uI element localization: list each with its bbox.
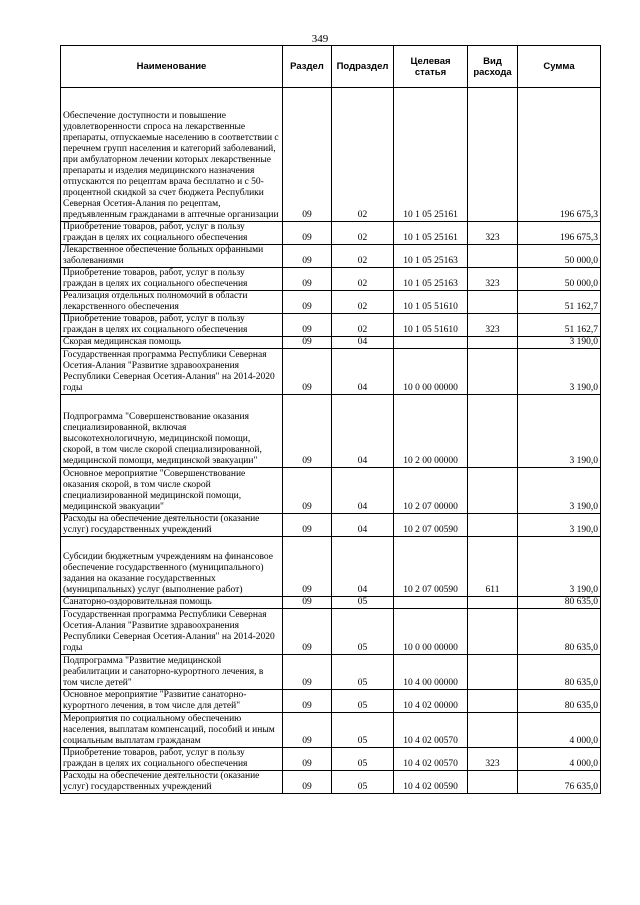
table-row [61,514,601,537]
row-section: 09 [283,514,332,537]
row-target: 10 4 02 00570 [394,748,468,771]
table-row [61,268,601,291]
page-number: 349 [311,33,329,45]
row-name: Санаторно-оздоровительная помощь [61,597,283,609]
row-amount: 50 000,0 [518,268,601,291]
row-section: 09 [283,655,332,690]
table-row [61,748,601,771]
row-expense-type [468,514,518,537]
row-subsection: 05 [332,690,394,713]
row-subsection: 04 [332,468,394,514]
row-name: Подпрограмма "Развитие медицинской реабилитации и санаторно-курортного лечения, в том числе детей" [61,655,283,690]
row-expense-type [468,291,518,314]
row-name: Расходы на обеспечение деятельности (оказание услуг) государственных учреждений [61,514,283,537]
row-name: Реализация отдельных полномочий в области лекарственного обеспечения [61,291,283,314]
row-target: 10 2 00 00000 [394,395,468,468]
row-expense-type [468,337,518,349]
row-expense-type [468,690,518,713]
row-name: Скорая медицинская помощь [61,337,283,349]
row-name: Основное мероприятие "Развитие санаторно-курортного лечения, в том числе для детей" [61,690,283,713]
row-expense-type [468,349,518,395]
row-amount: 3 190,0 [518,337,601,349]
row-subsection: 02 [332,291,394,314]
row-expense-type: 611 [468,537,518,597]
row-expense-type [468,609,518,655]
table-row [61,537,601,597]
row-amount: 80 635,0 [518,690,601,713]
row-section: 09 [283,468,332,514]
row-subsection: 02 [332,245,394,268]
table-header-row [61,46,601,88]
header-subsection: Подраздел [332,46,394,88]
row-expense-type [468,655,518,690]
row-amount: 80 635,0 [518,597,601,609]
header-expense-type: Вид расхода [468,46,518,88]
row-amount: 51 162,7 [518,314,601,337]
row-subsection: 02 [332,222,394,245]
row-target: 10 0 00 00000 [394,609,468,655]
row-section: 09 [283,291,332,314]
row-name: Приобретение товаров, работ, услуг в пользу граждан в целях их социального обеспечения [61,222,283,245]
row-target: 10 2 07 00000 [394,468,468,514]
row-amount: 3 190,0 [518,395,601,468]
row-section: 09 [283,537,332,597]
header-target: Целевая статья [394,46,468,88]
row-subsection: 02 [332,268,394,291]
row-subsection: 05 [332,713,394,748]
row-section: 09 [283,222,332,245]
table-row [61,395,601,468]
row-subsection: 04 [332,349,394,395]
row-section: 09 [283,88,332,222]
row-subsection: 05 [332,655,394,690]
row-section: 09 [283,395,332,468]
table-row [61,245,601,268]
row-subsection: 04 [332,514,394,537]
table-row [61,468,601,514]
table-row [61,88,601,222]
table-row [61,713,601,748]
table-row [61,597,601,609]
row-name: Государственная программа Республики Северная Осетия-Алания "Развитие здравоохранения Республики Северная Осетия-Алания" на 2014-2020 годы [61,349,283,395]
row-amount: 196 675,3 [518,222,601,245]
row-section: 09 [283,609,332,655]
row-target: 10 2 07 00590 [394,514,468,537]
row-expense-type: 323 [468,222,518,245]
table-row [61,609,601,655]
row-name: Подпрограмма "Совершенствование оказания специализированной, включая высокотехнологичную, медицинской помощи, скорой, в том числе скорой специализированной, медицинской помощи, медицинской эвакуации" [61,395,283,468]
row-target: 10 1 05 25163 [394,268,468,291]
row-section: 09 [283,748,332,771]
table-row [61,655,601,690]
row-name: Мероприятия по социальному обеспечению населения, выплатам компенсаций, пособий и иным социальным выплатам гражданам [61,713,283,748]
row-target: 10 1 05 51610 [394,314,468,337]
row-section: 09 [283,597,332,609]
row-target: 10 0 00 00000 [394,349,468,395]
header-name: Наименование [61,46,283,88]
row-subsection: 04 [332,337,394,349]
row-amount: 80 635,0 [518,609,601,655]
row-target: 10 2 07 00590 [394,537,468,597]
row-section: 09 [283,349,332,395]
row-section: 09 [283,713,332,748]
row-name: Приобретение товаров, работ, услуг в пользу граждан в целях их социального обеспечения [61,314,283,337]
row-amount: 76 635,0 [518,771,601,794]
row-expense-type [468,395,518,468]
row-section: 09 [283,337,332,349]
row-amount: 80 635,0 [518,655,601,690]
row-section: 09 [283,268,332,291]
row-expense-type [468,245,518,268]
row-name: Лекарственное обеспечение больных орфанными заболеваниями [61,245,283,268]
row-subsection: 05 [332,771,394,794]
row-name: Основное мероприятие "Совершенствование оказания скорой, в том числе скорой специализированной медицинской помощи, медицинской эвакуации" [61,468,283,514]
table-row [61,337,601,349]
row-amount: 196 675,3 [518,88,601,222]
row-name: Расходы на обеспечение деятельности (оказание услуг) государственных учреждений [61,771,283,794]
row-name: Приобретение товаров, работ, услуг в пользу граждан в целях их социального обеспечения [61,268,283,291]
row-target: 10 1 05 25161 [394,88,468,222]
row-expense-type [468,713,518,748]
row-subsection: 05 [332,748,394,771]
row-target [394,337,468,349]
row-target: 10 4 02 00000 [394,690,468,713]
table-row [61,222,601,245]
budget-table [60,45,601,794]
row-target: 10 1 05 25163 [394,245,468,268]
row-amount: 50 000,0 [518,245,601,268]
row-section: 09 [283,690,332,713]
row-target: 10 4 02 00570 [394,713,468,748]
row-name: Приобретение товаров, работ, услуг в пользу граждан в целях их социального обеспечения [61,748,283,771]
table-row [61,314,601,337]
row-subsection: 02 [332,88,394,222]
row-amount: 4 000,0 [518,713,601,748]
row-expense-type [468,88,518,222]
row-target: 10 1 05 25161 [394,222,468,245]
table-row [61,291,601,314]
row-target [394,597,468,609]
row-expense-type: 323 [468,314,518,337]
row-name: Субсидии бюджетным учреждениям на финансовое обеспечение государственного (муниципального) задания на оказание государственных (муниципальных) услуг (выполнение работ) [61,537,283,597]
header-section: Раздел [283,46,332,88]
table-row [61,771,601,794]
row-amount: 3 190,0 [518,468,601,514]
row-expense-type: 323 [468,268,518,291]
row-amount: 3 190,0 [518,514,601,537]
row-target: 10 4 02 00590 [394,771,468,794]
row-section: 09 [283,771,332,794]
row-target: 10 4 00 00000 [394,655,468,690]
row-section: 09 [283,314,332,337]
row-amount: 4 000,0 [518,748,601,771]
row-name: Обеспечение доступности и повышение удовлетворенности спроса на лекарственные препараты, отпускаемые населению в соответствии с перечнем групп населения и категорий заболеваний, при амбулаторном лечении которых лекарственные препараты и изделия медицинского назначения отпускаются по рецептам врача бесплатно и с 50-процентной скидкой за счет бюджета Республики Северная Осетия-Алания по рецептам, предъявленным гражданами в аптечные организации [61,88,283,222]
row-amount: 3 190,0 [518,537,601,597]
header-amount: Сумма [518,46,601,88]
row-amount: 51 162,7 [518,291,601,314]
row-expense-type [468,771,518,794]
row-amount: 3 190,0 [518,349,601,395]
row-expense-type: 323 [468,748,518,771]
row-subsection: 02 [332,314,394,337]
row-section: 09 [283,245,332,268]
table-row [61,690,601,713]
row-name: Государственная программа Республики Северная Осетия-Алания "Развитие здравоохранения Республики Северная Осетия-Алания" на 2014-2020 годы [61,609,283,655]
row-subsection: 04 [332,395,394,468]
row-target: 10 1 05 51610 [394,291,468,314]
row-expense-type [468,597,518,609]
row-subsection: 04 [332,537,394,597]
row-expense-type [468,468,518,514]
row-subsection: 05 [332,609,394,655]
row-subsection: 05 [332,597,394,609]
table-row [61,349,601,395]
